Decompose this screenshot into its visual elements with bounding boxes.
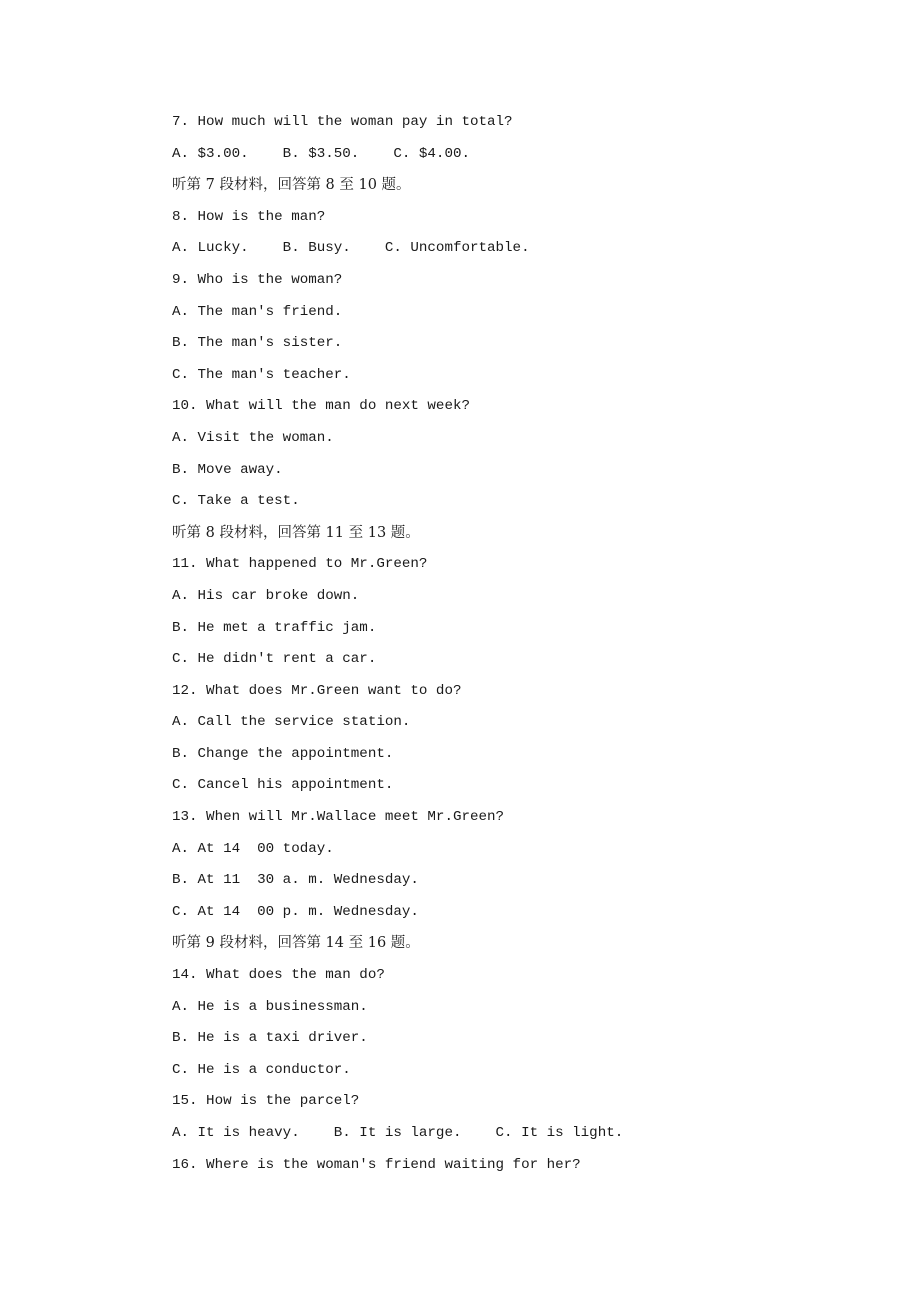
document-page [172, 112, 872, 1186]
option-11b: B. He met a traffic jam. [172, 619, 377, 636]
question-10: 10. What will the man do next week? [172, 398, 470, 415]
question-8: 8. How is the man? [172, 208, 326, 225]
option-13a: A. At 14 00 today. [172, 840, 334, 857]
option-14c: C. He is a conductor. [172, 1061, 351, 1078]
option-13b: B. At 11 30 a. m. Wednesday. [172, 872, 419, 889]
option-10a: A. Visit the woman. [172, 429, 334, 446]
section-heading-9: 听第 9 段材料，回答第 14 至 16 题。 [172, 935, 420, 952]
option-14b: B. He is a taxi driver. [172, 1030, 368, 1047]
question-7: 7. How much will the woman pay in total? [172, 114, 513, 130]
option-14a: A. He is a businessman. [172, 998, 368, 1015]
section-heading-8: 听第 8 段材料，回答第 11 至 13 题。 [172, 524, 420, 541]
option-10b: B. Move away. [172, 461, 283, 478]
question-13: 13. When will Mr.Wallace meet Mr.Green? [172, 809, 505, 826]
option-12a: A. Call the service station. [172, 714, 411, 731]
option-11a: A. His car broke down. [172, 587, 360, 604]
question-14: 14. What does the man do? [172, 967, 385, 984]
option-12c: C. Cancel his appointment. [172, 777, 394, 794]
option-9b: B. The man's sister. [172, 335, 343, 352]
question-9: 9. Who is the woman? [172, 271, 343, 288]
option-9c: C. The man's teacher. [172, 366, 351, 383]
options-7: A. $3.00. B. $3.50. C. $4.00. [172, 145, 470, 162]
question-15: 15. How is the parcel? [172, 1093, 360, 1110]
question-12: 12. What does Mr.Green want to do? [172, 682, 462, 699]
section-heading-7: 听第 7 段材料，回答第 8 至 10 题。 [172, 177, 411, 194]
option-9a: A. The man's friend. [172, 303, 343, 320]
option-13c: C. At 14 00 p. m. Wednesday. [172, 903, 419, 920]
option-10c: C. Take a test. [172, 493, 300, 510]
option-11c: C. He didn't rent a car. [172, 651, 377, 668]
options-8: A. Lucky. B. Busy. C. Uncomfortable. [172, 240, 530, 257]
question-11: 11. What happened to Mr.Green? [172, 556, 428, 573]
option-12b: B. Change the appointment. [172, 745, 394, 762]
options-15: A. It is heavy. B. It is large. C. It is light. [172, 1125, 624, 1141]
question-16: 16. Where is the woman's friend waiting for her? [172, 1156, 581, 1173]
